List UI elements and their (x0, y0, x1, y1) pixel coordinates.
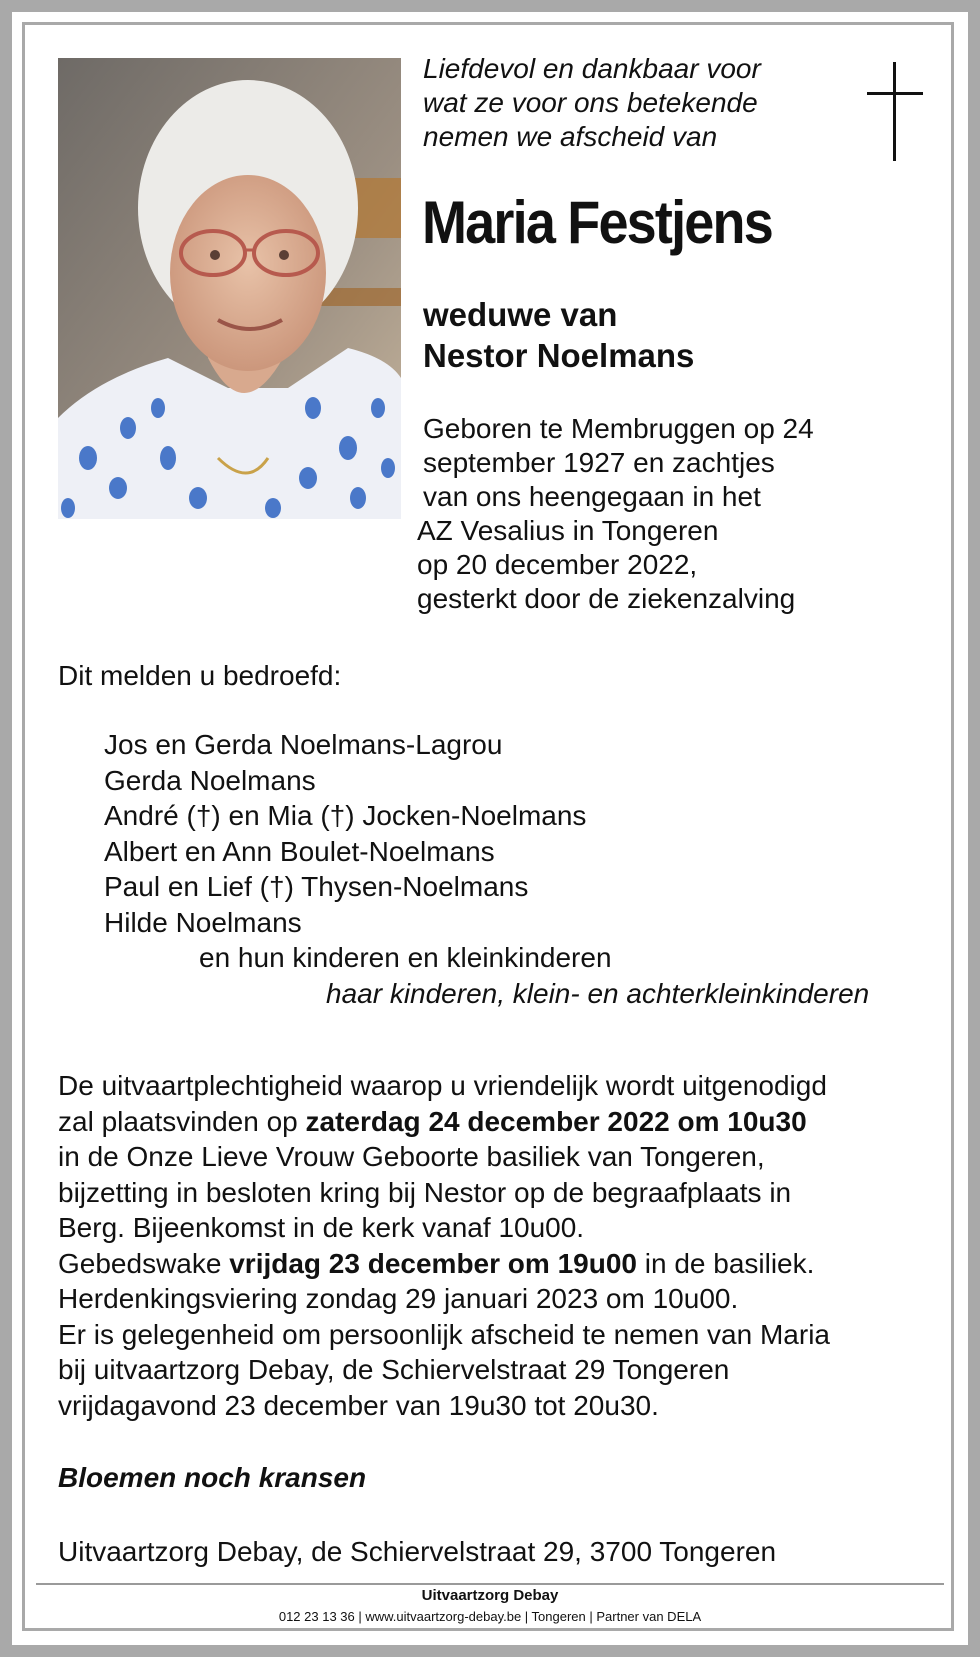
ceremony-line (58, 1246, 830, 1282)
ceremony-line: vrijdagavond 23 december van 19u30 tot 20u30. (58, 1389, 659, 1421)
widow-of (423, 294, 694, 376)
cross-icon (865, 62, 925, 162)
obituary-card (12, 12, 968, 1645)
ceremony-line: Berg. Bijeenkomst in de kerk vanaf 10u00. (58, 1212, 585, 1243)
ceremony-line: bij uitvaartzorg Debay, de Schiervelstraat 29 Tongeren (58, 1354, 730, 1385)
intro-line: nemen we afscheid van (423, 121, 718, 152)
portrait-photo (58, 58, 401, 519)
footer-contact: 012 23 13 36 | www.uitvaartzorg-debay.be | Tongeren | Partner van DELA (278, 1609, 702, 1624)
birth-line: Geboren te Membruggen op 24 (423, 413, 814, 444)
ceremony-line: Herdenkingsviering zondag 29 januari 2023 om 10u00. (58, 1283, 739, 1314)
birth-line: september 1927 en zachtjes (423, 447, 775, 478)
ceremony-line (58, 1104, 830, 1140)
funeral-date: zaterdag 24 december 2022 om 10u30 (305, 1105, 807, 1137)
ceremony-line: De uitvaartplechtigheid waarop u vriendelijk wordt uitgenodigd (58, 1070, 827, 1101)
ceremony-text: Gebedswake (58, 1247, 230, 1279)
family-member: Paul en Lief (†) Thysen-Noelmans (104, 871, 529, 902)
family-member: Albert en Ann Boulet-Noelmans (104, 835, 495, 867)
family-list (104, 727, 869, 1011)
birth-line: AZ Vesalius in Tongeren (417, 515, 719, 546)
family-member: Gerda Noelmans (104, 764, 316, 796)
ceremony-details (58, 1068, 830, 1423)
ceremony-line: Er is gelegenheid om persoonlijk afscheid te nemen van Maria (58, 1318, 830, 1350)
deceased-name: Maria Festjens (422, 189, 772, 256)
ceremony-line: bijzetting in besloten kring bij Nestor op de begraafplaats in (58, 1176, 792, 1208)
family-member: André (†) en Mia (†) Jocken-Noelmans (104, 800, 587, 831)
intro-text (423, 52, 843, 154)
ceremony-text: zal plaatsvinden op (58, 1105, 306, 1137)
portrait-illustration (58, 58, 401, 519)
family-member: Hilde Noelmans (104, 906, 302, 938)
birth-death-details (417, 412, 814, 616)
grandchildren-line: haar kinderen, klein- en achterkleinkinderen (326, 977, 870, 1009)
spouse-name: Nestor Noelmans (423, 337, 695, 374)
family-member: Jos en Gerda Noelmans-Lagrou (104, 729, 503, 760)
intro-line: wat ze voor ons betekende (423, 87, 758, 118)
footer-divider (36, 1583, 944, 1585)
children-line: en hun kinderen en kleinkinderen (199, 942, 612, 973)
vigil-date: vrijdag 23 december om 19u00 (229, 1247, 637, 1279)
widow-label: weduwe van (423, 296, 618, 333)
flowers-note: Bloemen noch kransen (58, 1462, 367, 1493)
ceremony-line: in de Onze Lieve Vrouw Geboorte basiliek van Tongeren, (58, 1141, 765, 1172)
footer-title: Uitvaartzorg Debay (421, 1587, 559, 1604)
ceremony-text: in de basiliek. (636, 1247, 815, 1279)
announce-heading: Dit melden u bedroefd: (58, 660, 342, 691)
birth-line: op 20 december 2022, (417, 549, 698, 580)
funeral-home-address: Uitvaartzorg Debay, de Schiervelstraat 29, 3700 Tongeren (58, 1536, 777, 1567)
birth-line: gesterkt door de ziekenzalving (417, 583, 796, 614)
birth-line: van ons heengegaan in het (423, 481, 761, 512)
intro-line: Liefdevol en dankbaar voor (423, 53, 761, 84)
